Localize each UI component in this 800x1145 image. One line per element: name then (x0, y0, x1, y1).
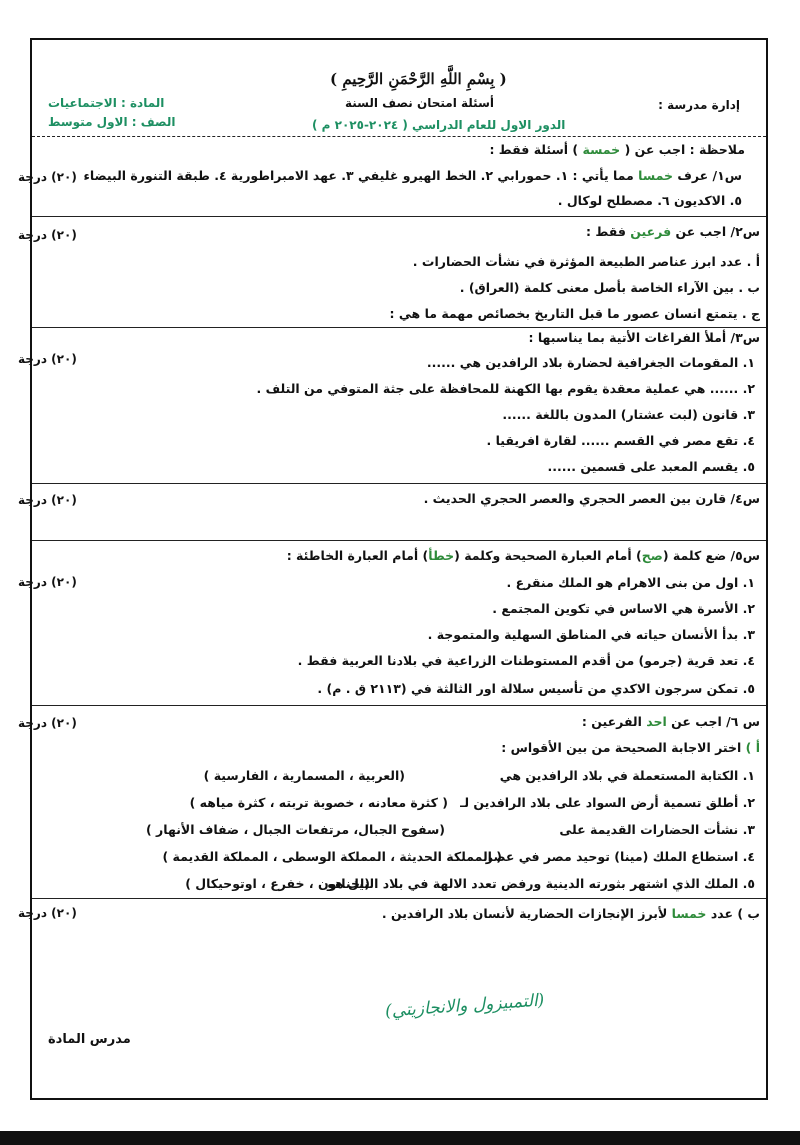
q6-part-a (501, 740, 760, 755)
q5-item-5: ٥. تمكن سرجون الاكدي من تأسيس سلالة اور الثالثة في (٢١١٣ ق . م) . (317, 681, 755, 696)
q4-grade: (٢٠) درجة (18, 493, 77, 507)
q1-line2: ٥. الاكديون ٦. مصطلح لوكال . (557, 193, 742, 208)
q1-divider (32, 216, 766, 217)
q6-grade-b: (٢٠) درجة (18, 906, 77, 920)
q6-part-a-title: اختر الاجابة الصحيحة من بين الأقواس : (501, 740, 742, 755)
q2-title (586, 224, 760, 239)
q6-part-b-count: خمسا (671, 906, 707, 921)
q5-title-suffix: ) أمام العبارة الخاطئة : (286, 548, 429, 563)
q3-item-4: ٤. تقع مصر في القسم ...... لقارة افريقيا . (486, 433, 755, 448)
round-line: الدور الاول للعام الدراسي ( ٢٠٢٤-٢٠٢٥ م ) (312, 118, 566, 132)
q5-right-word: صح (641, 548, 663, 563)
q6-item-4-a: ( المملكة الحديثة ، المملكة الوسطى ، المملكة القديمة ) (162, 849, 502, 864)
q6-item-1-a: (العربية ، المسمارية ، الفارسية ) (203, 768, 405, 783)
q1-grade: (٢٠) درجة (18, 170, 77, 184)
q1-prefix: س١/ عرف (677, 168, 742, 183)
q3-item-5: ٥. يقسم المعبد على قسمين ...... (547, 459, 755, 474)
q6-part-b-label: ب ) (737, 906, 760, 921)
q5-item-4: ٤. تعد قرية (جرمو) من أقدم المستوطنات الزراعية في بلادنا العربية فقط . (297, 653, 755, 668)
q6-divider (32, 898, 766, 899)
q2-item-a: أ . عدد ابرز عناصر الطبيعة المؤثرة في نشأت الحضارات . (412, 254, 760, 269)
q6-part-a-label: أ ) (745, 740, 760, 755)
bottom-bar (0, 1131, 800, 1145)
q4-title: س٤/ قارن بين العصر الحجري والعصر الحجري الحديث . (423, 491, 760, 506)
q6-part-b-rest: لأبرز الإنجازات الحضارية لأنسان بلاد الرافدين . (381, 906, 668, 921)
closing-wish: (التمبيزول والانجازيتي) (384, 990, 545, 1022)
q5-title-prefix: س٥/ ضع كلمة ( (662, 548, 760, 563)
q6-item-2-q: ٢. أطلق تسمية أرض السواد على بلاد الرافدين لـ (460, 795, 755, 810)
note-suffix: ) أسئلة فقط : (489, 142, 579, 157)
q5-title-mid: ) أمام العبارة الصحيحة وكلمة ( (454, 548, 642, 563)
note (489, 142, 745, 157)
q5-title (287, 548, 760, 563)
q5-item-2: ٢. الأسرة هي الاساس في تكوين المجتمع . (492, 601, 755, 616)
q3-title: س٣/ أملأ الفراغات الأتية بما يناسبها : (528, 330, 760, 345)
subject: المادة : الاجتماعيات (48, 96, 165, 110)
q2-divider (32, 327, 766, 328)
q2-item-b: ب . بين الآراء الخاصة بأصل معنى كلمة (العراق) . (459, 280, 760, 295)
q5-item-3: ٣. بدأ الأنسان حياته في المناطق السهلية والمتموجة . (427, 627, 755, 642)
q6-item-1-q: ١. الكتابة المستعملة في بلاد الرافدين هي (499, 768, 755, 783)
q2-title-count: فرعين (630, 224, 672, 239)
q6-part-b-prefix: عدد (710, 906, 733, 921)
admin-label: إدارة مدرسة : (658, 98, 740, 112)
q5-wrong-word: خطأ (428, 548, 455, 563)
q6-title-count: احد (646, 714, 667, 729)
q3-item-3: ٣. قانون (لبت عشتار) المدون باللغة ...... (502, 407, 755, 422)
q6-item-3-q: ٣. نشأت الحضارات القديمة على (559, 822, 755, 837)
q3-divider (32, 483, 766, 484)
q6-title-prefix: س ٦/ اجب عن (671, 714, 760, 729)
q6-part-b (382, 906, 760, 921)
q1-count: خمسا (638, 168, 673, 183)
q1-line1 (84, 168, 743, 183)
exam-title: أسئلة امتحان نصف السنة (345, 96, 494, 110)
teacher-signature-label: مدرس المادة (48, 1032, 131, 1047)
q6-item-3-a: (سفوح الجبال، مرتفعات الجبال ، ضفاف الأنهار ) (145, 822, 445, 837)
q5-item-1: ١. اول من بنى الاهرام هو الملك منقرع . (506, 575, 755, 590)
q6-title-suffix: الفرعين : (581, 714, 642, 729)
q2-item-c: ج . يتمتع انسان عصور ما قبل التاريخ بخصائص مهمة ما هي : (389, 306, 760, 321)
q6-item-2-a: ( كثرة معادنه ، خصوبة تربته ، كثرة مياهه ) (189, 795, 448, 810)
header-divider (32, 136, 766, 137)
q5-divider (32, 705, 766, 706)
q5-grade: (٢٠) درجة (18, 575, 77, 589)
q6-grade-a: (٢٠) درجة (18, 716, 77, 730)
q6-title (582, 714, 760, 729)
q3-item-1: ١. المقومات الجغرافية لحضارة بلاد الرافدين هي ...... (426, 355, 755, 370)
q3-grade: (٢٠) درجة (18, 352, 77, 366)
q6-item-4-q: ٤. استطاع الملك (مينا) توحيد مصر في عصر (485, 849, 755, 864)
q2-title-suffix: فقط : (586, 224, 626, 239)
note-prefix: ملاحظة : اجب عن ( (624, 142, 745, 157)
q4-divider (32, 540, 766, 541)
q2-title-prefix: س٢/ اجب عن (675, 224, 760, 239)
q2-grade: (٢٠) درجة (18, 228, 77, 242)
note-count: خمسة (582, 142, 621, 157)
q6-item-5-a: (اخناتون ، خفرع ، اوتوحيكال ) (185, 876, 370, 891)
q3-item-2: ٢. ...... هي عملية معقدة يقوم بها الكهنة للمحافظة على جثة المتوفي من التلف . (256, 381, 755, 396)
q6-item-5-q: ٥. الملك الذي اشتهر بثورته الدينية ورفض تعدد الالهة في بلاد النيل هو (327, 876, 755, 891)
basmala: ( بِسْمِ اللَّهِ الرَّحْمَنِ الرَّحِيمِ ) (330, 70, 507, 88)
class: الصف : الاول متوسط (48, 115, 176, 129)
q1-rest: مما يأتي : ١. حمورابي ٢. الخط الهيرو غليفي ٣. عهد الامبراطورية ٤. طبقة التنورة البيضاء (83, 168, 634, 183)
